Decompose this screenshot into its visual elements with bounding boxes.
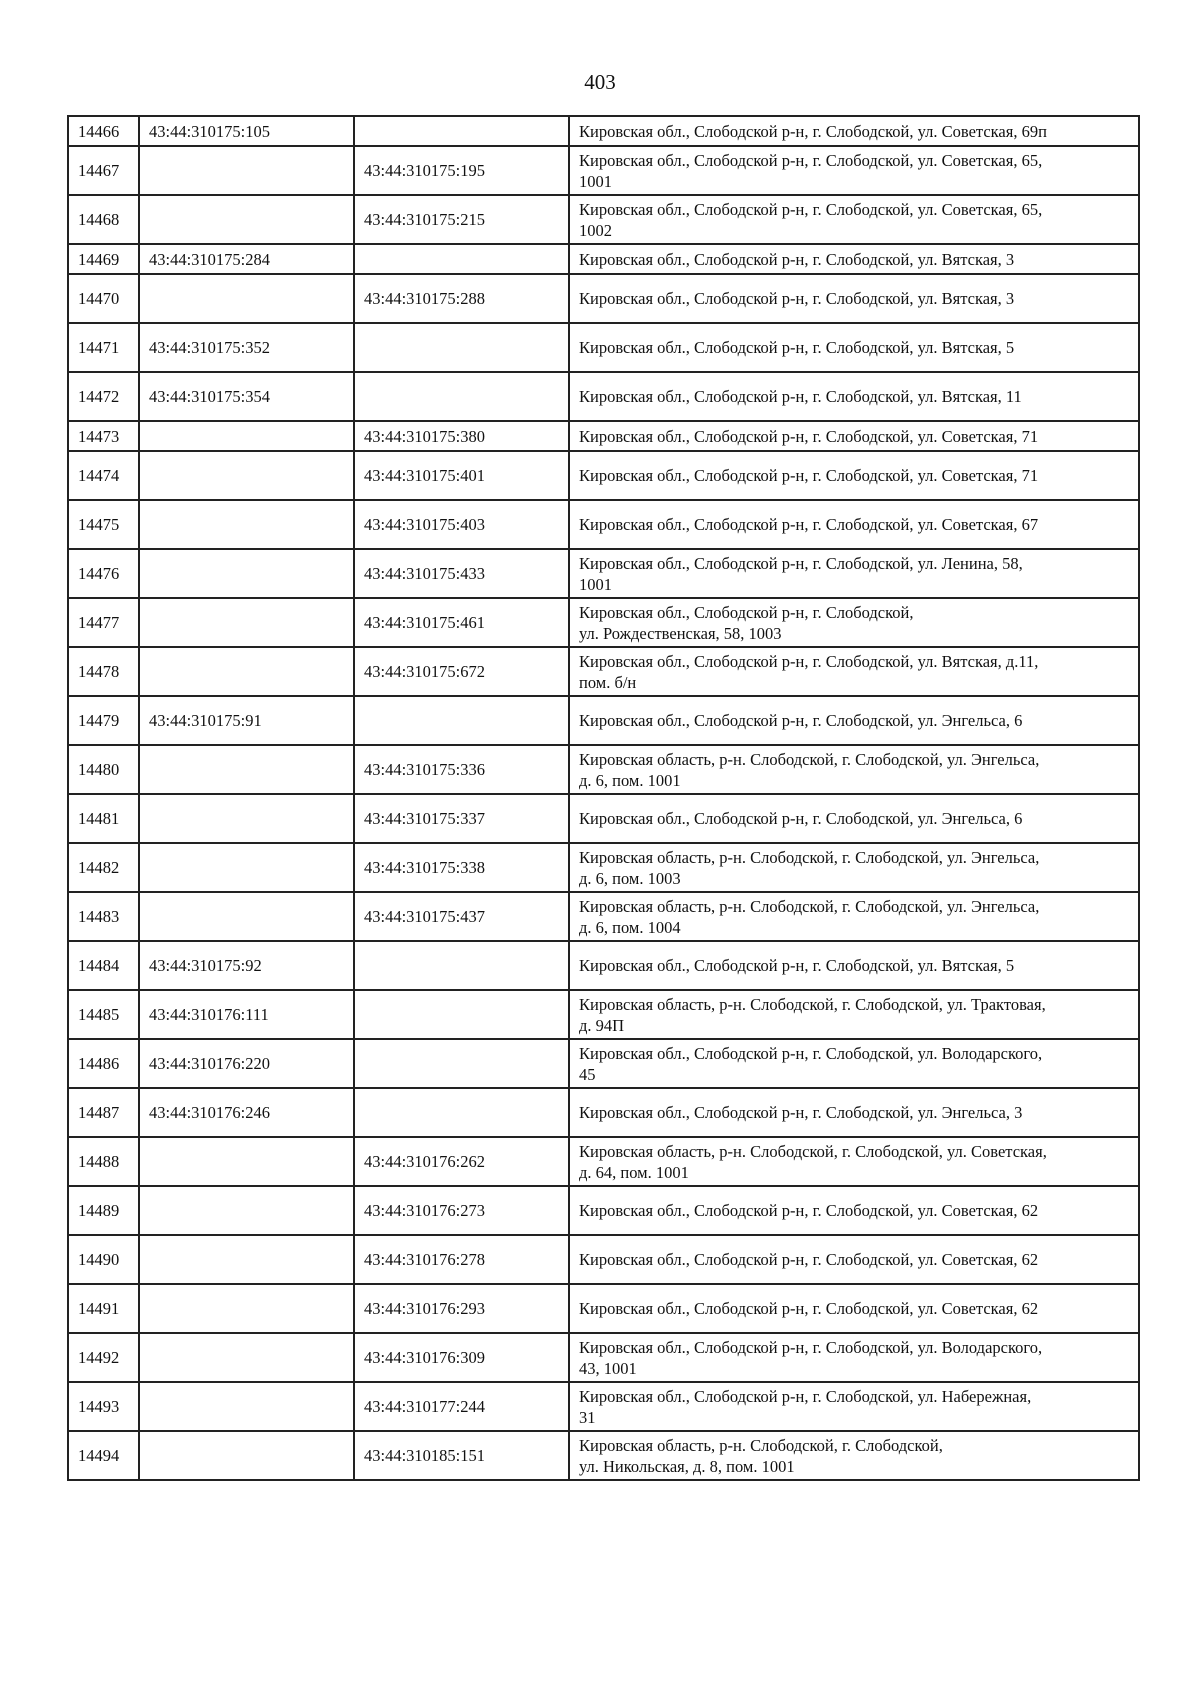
cadastral-number-secondary-cell: 43:44:310175:403	[354, 500, 569, 549]
row-number-cell: 14488	[68, 1137, 139, 1186]
address-cell: Кировская обл., Слободской р-н, г. Слободской, ул. Вятская, 3	[569, 244, 1139, 274]
address-cell: Кировская обл., Слободской р-н, г. Слободской, ул. Володарского, 45	[569, 1039, 1139, 1088]
address-cell: Кировская обл., Слободской р-н, г. Слободской, ул. Советская, 71	[569, 421, 1139, 451]
address-cell: Кировская область, р-н. Слободской, г. Слободской, ул. Никольская, д. 8, пом. 1001	[569, 1431, 1139, 1480]
cadastral-number-secondary-cell: 43:44:310175:380	[354, 421, 569, 451]
cadastral-number-cell: 43:44:310176:111	[139, 990, 354, 1039]
table-row	[68, 1333, 1139, 1382]
address-cell: Кировская область, р-н. Слободской, г. Слободской, ул. Советская, д. 64, пом. 1001	[569, 1137, 1139, 1186]
row-number-cell: 14486	[68, 1039, 139, 1088]
cadastral-number-cell	[139, 549, 354, 598]
row-number-cell: 14473	[68, 421, 139, 451]
table-row	[68, 598, 1139, 647]
row-number-cell: 14471	[68, 323, 139, 372]
cadastral-number-secondary-cell: 43:44:310175:401	[354, 451, 569, 500]
cadastral-number-secondary-cell: 43:44:310175:672	[354, 647, 569, 696]
table-row	[68, 421, 1139, 451]
address-cell: Кировская обл., Слободской р-н, г. Слободской, ул. Вятская, 5	[569, 941, 1139, 990]
cadastral-number-secondary-cell: 43:44:310176:262	[354, 1137, 569, 1186]
cadastral-number-cell: 43:44:310175:105	[139, 116, 354, 146]
address-cell: Кировская обл., Слободской р-н, г. Слободской, ул. Советская, 62	[569, 1284, 1139, 1333]
table-row	[68, 990, 1139, 1039]
row-number-cell: 14467	[68, 146, 139, 195]
row-number-cell: 14475	[68, 500, 139, 549]
row-number-cell: 14491	[68, 1284, 139, 1333]
address-cell: Кировская обл., Слободской р-н, г. Слободской, ул. Советская, 65, 1001	[569, 146, 1139, 195]
registry-table-body	[68, 116, 1139, 1480]
address-cell: Кировская обл., Слободской р-н, г. Слободской, ул. Вятская, 5	[569, 323, 1139, 372]
cadastral-number-cell	[139, 843, 354, 892]
cadastral-number-secondary-cell: 43:44:310175:288	[354, 274, 569, 323]
row-number-cell: 14470	[68, 274, 139, 323]
cadastral-number-cell	[139, 146, 354, 195]
page-number: 403	[584, 70, 616, 94]
cadastral-number-secondary-cell: 43:44:310175:195	[354, 146, 569, 195]
row-number-cell: 14490	[68, 1235, 139, 1284]
table-row	[68, 1235, 1139, 1284]
row-number-cell: 14492	[68, 1333, 139, 1382]
cadastral-number-cell: 43:44:310175:284	[139, 244, 354, 274]
table-row	[68, 1284, 1139, 1333]
cadastral-number-cell: 43:44:310175:92	[139, 941, 354, 990]
cadastral-number-secondary-cell: 43:44:310175:336	[354, 745, 569, 794]
cadastral-number-cell	[139, 745, 354, 794]
table-row	[68, 745, 1139, 794]
cadastral-number-cell	[139, 421, 354, 451]
cadastral-number-secondary-cell: 43:44:310176:293	[354, 1284, 569, 1333]
cadastral-number-cell: 43:44:310176:220	[139, 1039, 354, 1088]
cadastral-number-secondary-cell: 43:44:310175:215	[354, 195, 569, 244]
table-row	[68, 500, 1139, 549]
table-row	[68, 1431, 1139, 1480]
cadastral-number-cell	[139, 1333, 354, 1382]
address-cell: Кировская обл., Слободской р-н, г. Слободской, ул. Советская, 62	[569, 1186, 1139, 1235]
address-cell: Кировская обл., Слободской р-н, г. Слободской, ул. Ленина, 58, 1001	[569, 549, 1139, 598]
table-row	[68, 1382, 1139, 1431]
table-row	[68, 146, 1139, 195]
table-row	[68, 843, 1139, 892]
row-number-cell: 14481	[68, 794, 139, 843]
cadastral-number-cell	[139, 892, 354, 941]
cadastral-number-secondary-cell: 43:44:310177:244	[354, 1382, 569, 1431]
cadastral-number-cell: 43:44:310175:354	[139, 372, 354, 421]
cadastral-number-secondary-cell: 43:44:310175:461	[354, 598, 569, 647]
cadastral-number-cell: 43:44:310175:91	[139, 696, 354, 745]
registry-table	[67, 115, 1140, 1481]
table-row	[68, 892, 1139, 941]
table-row	[68, 1088, 1139, 1137]
cadastral-number-secondary-cell	[354, 372, 569, 421]
address-cell: Кировская обл., Слободской р-н, г. Слободской, ул. Энгельса, 6	[569, 794, 1139, 843]
cadastral-number-cell	[139, 1137, 354, 1186]
address-cell: Кировская область, р-н. Слободской, г. Слободской, ул. Трактовая, д. 94П	[569, 990, 1139, 1039]
address-cell: Кировская обл., Слободской р-н, г. Слободской, ул. Набережная, 31	[569, 1382, 1139, 1431]
cadastral-number-cell: 43:44:310176:246	[139, 1088, 354, 1137]
table-row	[68, 372, 1139, 421]
cadastral-number-cell	[139, 1431, 354, 1480]
address-cell: Кировская обл., Слободской р-н, г. Слободской, ул. Вятская, 3	[569, 274, 1139, 323]
cadastral-number-secondary-cell	[354, 990, 569, 1039]
cadastral-number-secondary-cell	[354, 696, 569, 745]
cadastral-number-secondary-cell: 43:44:310176:273	[354, 1186, 569, 1235]
cadastral-number-secondary-cell: 43:44:310175:338	[354, 843, 569, 892]
address-cell: Кировская обл., Слободской р-н, г. Слободской, ул. Советская, 65, 1002	[569, 195, 1139, 244]
address-cell: Кировская обл., Слободской р-н, г. Слободской, ул. Советская, 62	[569, 1235, 1139, 1284]
row-number-cell: 14483	[68, 892, 139, 941]
address-cell: Кировская обл., Слободской р-н, г. Слободской, ул. Вятская, д.11, пом. б/н	[569, 647, 1139, 696]
table-row	[68, 1186, 1139, 1235]
cadastral-number-secondary-cell: 43:44:310176:309	[354, 1333, 569, 1382]
cadastral-number-cell: 43:44:310175:352	[139, 323, 354, 372]
table-row	[68, 696, 1139, 745]
cadastral-number-cell	[139, 1186, 354, 1235]
address-cell: Кировская область, р-н. Слободской, г. Слободской, ул. Энгельса, д. 6, пом. 1004	[569, 892, 1139, 941]
table-row	[68, 323, 1139, 372]
table-row	[68, 274, 1139, 323]
cadastral-number-cell	[139, 451, 354, 500]
row-number-cell: 14474	[68, 451, 139, 500]
row-number-cell: 14469	[68, 244, 139, 274]
table-row	[68, 1137, 1139, 1186]
table-row	[68, 941, 1139, 990]
address-cell: Кировская обл., Слободской р-н, г. Слободской, ул. Энгельса, 3	[569, 1088, 1139, 1137]
table-row	[68, 1039, 1139, 1088]
cadastral-number-secondary-cell	[354, 323, 569, 372]
row-number-cell: 14478	[68, 647, 139, 696]
table-row	[68, 647, 1139, 696]
row-number-cell: 14479	[68, 696, 139, 745]
row-number-cell: 14482	[68, 843, 139, 892]
row-number-cell: 14487	[68, 1088, 139, 1137]
address-cell: Кировская обл., Слободской р-н, г. Слободской, ул. Володарского, 43, 1001	[569, 1333, 1139, 1382]
table-row	[68, 549, 1139, 598]
cadastral-number-secondary-cell	[354, 1039, 569, 1088]
address-cell: Кировская обл., Слободской р-н, г. Слободской, ул. Рождественская, 58, 1003	[569, 598, 1139, 647]
cadastral-number-secondary-cell: 43:44:310175:433	[354, 549, 569, 598]
cadastral-number-secondary-cell: 43:44:310175:337	[354, 794, 569, 843]
row-number-cell: 14477	[68, 598, 139, 647]
cadastral-number-secondary-cell: 43:44:310175:437	[354, 892, 569, 941]
cadastral-number-cell	[139, 1235, 354, 1284]
address-cell: Кировская область, р-н. Слободской, г. Слободской, ул. Энгельса, д. 6, пом. 1001	[569, 745, 1139, 794]
cadastral-number-cell	[139, 195, 354, 244]
address-cell: Кировская обл., Слободской р-н, г. Слободской, ул. Вятская, 11	[569, 372, 1139, 421]
row-number-cell: 14484	[68, 941, 139, 990]
row-number-cell: 14494	[68, 1431, 139, 1480]
address-cell: Кировская обл., Слободской р-н, г. Слободской, ул. Энгельса, 6	[569, 696, 1139, 745]
row-number-cell: 14472	[68, 372, 139, 421]
table-row	[68, 195, 1139, 244]
cadastral-number-cell	[139, 500, 354, 549]
cadastral-number-secondary-cell	[354, 116, 569, 146]
table-row	[68, 244, 1139, 274]
cadastral-number-secondary-cell: 43:44:310176:278	[354, 1235, 569, 1284]
row-number-cell: 14468	[68, 195, 139, 244]
address-cell: Кировская обл., Слободской р-н, г. Слободской, ул. Советская, 69п	[569, 116, 1139, 146]
cadastral-number-cell	[139, 1284, 354, 1333]
row-number-cell: 14466	[68, 116, 139, 146]
address-cell: Кировская обл., Слободской р-н, г. Слободской, ул. Советская, 71	[569, 451, 1139, 500]
cadastral-number-secondary-cell	[354, 941, 569, 990]
cadastral-number-cell	[139, 598, 354, 647]
address-cell: Кировская обл., Слободской р-н, г. Слободской, ул. Советская, 67	[569, 500, 1139, 549]
table-row	[68, 794, 1139, 843]
cadastral-number-secondary-cell	[354, 244, 569, 274]
row-number-cell: 14489	[68, 1186, 139, 1235]
cadastral-number-cell	[139, 274, 354, 323]
table-row	[68, 116, 1139, 146]
row-number-cell: 14480	[68, 745, 139, 794]
cadastral-number-cell	[139, 647, 354, 696]
row-number-cell: 14485	[68, 990, 139, 1039]
cadastral-number-cell	[139, 1382, 354, 1431]
row-number-cell: 14476	[68, 549, 139, 598]
row-number-cell: 14493	[68, 1382, 139, 1431]
cadastral-number-secondary-cell: 43:44:310185:151	[354, 1431, 569, 1480]
table-row	[68, 451, 1139, 500]
cadastral-number-cell	[139, 794, 354, 843]
address-cell: Кировская область, р-н. Слободской, г. Слободской, ул. Энгельса, д. 6, пом. 1003	[569, 843, 1139, 892]
cadastral-number-secondary-cell	[354, 1088, 569, 1137]
